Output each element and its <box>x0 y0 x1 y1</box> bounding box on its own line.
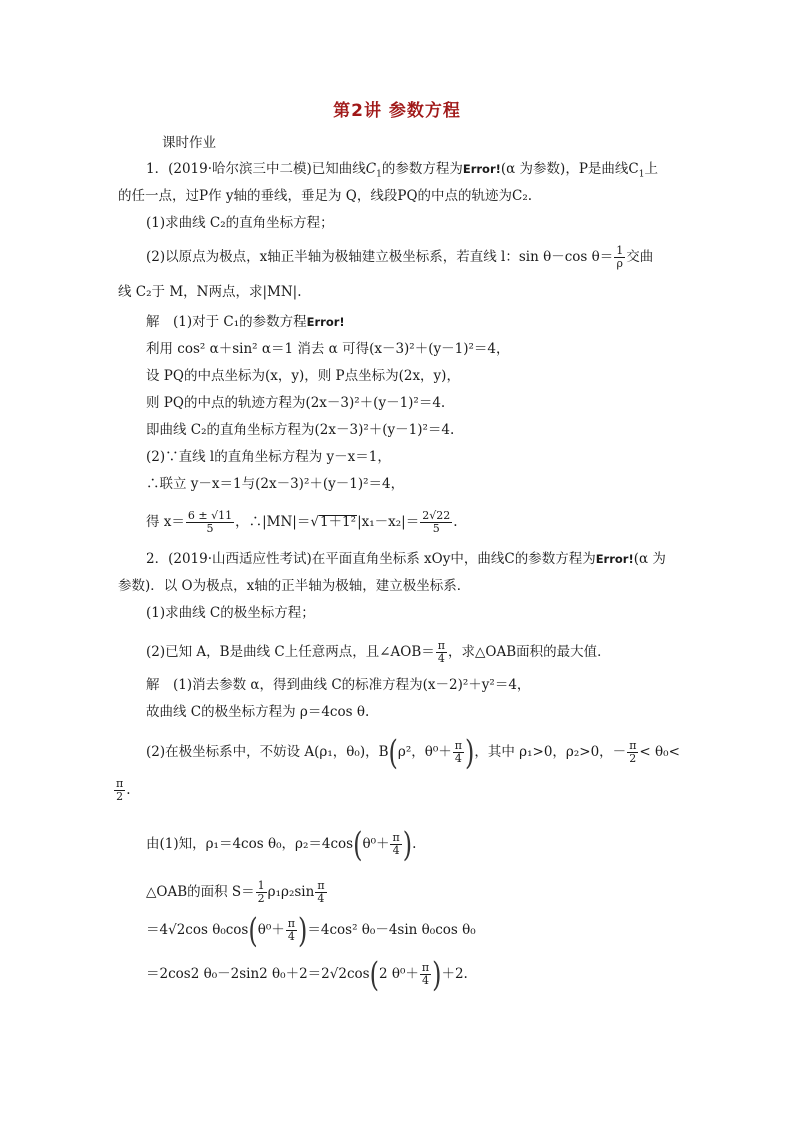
fraction: $\frac{6 \pm √11}{5}$ <box>187 509 233 535</box>
fraction: $\frac{1}{2}$ <box>257 879 265 905</box>
fraction: $\frac{\pi}{4}$ <box>437 639 445 665</box>
q1-solution-result: 得 x＝ $\frac{6 \pm √11}{5}$ ，∴|MN|＝√1＋1²|x₁－x₂|＝ $\frac{2√22}{5}$ . <box>146 509 458 535</box>
q2-part2: (2)已知 A，B是曲线 C上任意两点，且∠AOB＝ $\frac{\pi}{4}$ ，求△OAB面积的最大值． <box>146 639 611 665</box>
q1-part2: (2)以原点为极点，x轴正半轴为极轴建立极坐标系，若直线 l：sin θ－cos θ＝ $\frac{1}{\rho}$ 交曲 <box>146 244 654 270</box>
q2-solution-line: 故曲线 C的极坐标方程为 ρ＝4cos θ. <box>146 704 370 720</box>
fraction: $\frac{2√22}{5}$ <box>422 509 451 535</box>
fraction: $\frac{\pi}{2}$ <box>116 777 124 803</box>
q2-solution-line: ＝4√2cos θ₀cos(θ⁰＋ $\frac{\pi}{4}$ )＝4cos² θ₀－4sin θ₀cos θ₀ <box>146 910 476 951</box>
fraction: $\frac{1}{\rho}$ <box>616 244 624 270</box>
error-marker: Error! <box>595 552 634 566</box>
q1-solution-line: 设 PQ的中点坐标为(x，y)，则 P点坐标为(2x，y)， <box>146 368 460 384</box>
q1-solution-line: 则 PQ的中点的轨迹方程为(2x－3)²＋(y－1)²＝4. <box>146 395 446 411</box>
q2-solution-line: $\frac{\pi}{2}$ . <box>116 777 131 803</box>
q2-solution-line: 由(1)知，ρ₁＝4cos θ₀，ρ₂＝4cos(θ⁰＋ $\frac{\pi}{4}$ ). <box>146 824 417 865</box>
q2-solution-line: ＝2cos2 θ₀－2sin2 θ₀＋2＝2√2cos(2 θ⁰＋ $\frac{\pi}{4}$ )＋2. <box>146 954 468 995</box>
q1-part1: (1)求曲线 C₂的直角坐标方程； <box>146 215 334 231</box>
q1-solution-line: (2)∵直线 l的直角坐标方程为 y－x＝1， <box>146 449 391 465</box>
error-marker: Error! <box>462 162 501 176</box>
q2-line2: 参数)．以 O为极点，x轴的正半轴为极轴，建立极坐标系． <box>118 578 471 594</box>
q1-line1: 1．(2019·哈尔滨三中二模)已知曲线$C_1$的参数方程为Error!(α 为参数)，P是曲线$C_1$上 <box>146 161 658 180</box>
q2-solution-line: (2)在极坐标系中，不妨设 A(ρ₁，θ₀)，B(ρ²，θ⁰＋ $\frac{\pi}{4}$ )，其中 ρ₁>0，ρ₂>0，－ $\frac{\pi}{2}$ < θ₀< <box>146 732 680 773</box>
q2-solution-line: 解 (1)消去参数 α，得到曲线 C的标准方程为(x－2)²＋y²＝4， <box>146 677 531 693</box>
fraction: $\frac{\pi}{4}$ <box>421 961 430 987</box>
page-title: 第2讲 参数方程 <box>333 101 461 121</box>
fraction: $\frac{\pi}{4}$ <box>454 739 463 765</box>
q2-line1: 2．(2019·山西适应性考试)在平面直角坐标系 xOy中，曲线C的参数方程为Error!(α 为 <box>146 551 666 567</box>
q2-part1: (1)求曲线 C的极坐标方程； <box>146 605 315 621</box>
fraction: $\frac{\pi}{4}$ <box>287 917 296 943</box>
q1-solution-line: 利用 cos² α＋sin² α＝1 消去 α 可得(x－3)²＋(y－1)²＝4， <box>146 341 510 357</box>
q1-solution-head: 解 (1)对于 C₁的参数方程Error! <box>146 314 345 330</box>
fraction: $\frac{\pi}{4}$ <box>392 831 400 857</box>
q1-solution-line: ∴联立 y－x＝1与(2x－3)²＋(y－1)²＝4， <box>146 476 405 492</box>
fraction: $\frac{\pi}{4}$ <box>317 879 325 905</box>
q1-part2-line2: 线 C₂于 M，N两点，求|MN|. <box>118 284 302 300</box>
subtitle: 课时作业 <box>162 135 216 151</box>
fraction: $\frac{\pi}{2}$ <box>629 739 637 765</box>
q1-solution-line: 即曲线 C₂的直角坐标方程为(2x－3)²＋(y－1)²＝4. <box>146 422 455 438</box>
q1-line2: 的任一点，过P作 y轴的垂线，垂足为 Q，线段PQ的中点的轨迹为C₂. <box>118 188 533 204</box>
q2-solution-line: △OAB的面积 S＝ $\frac{1}{2}$ ρ₁ρ₂sin $\frac{\pi}{4}$ <box>146 879 325 905</box>
